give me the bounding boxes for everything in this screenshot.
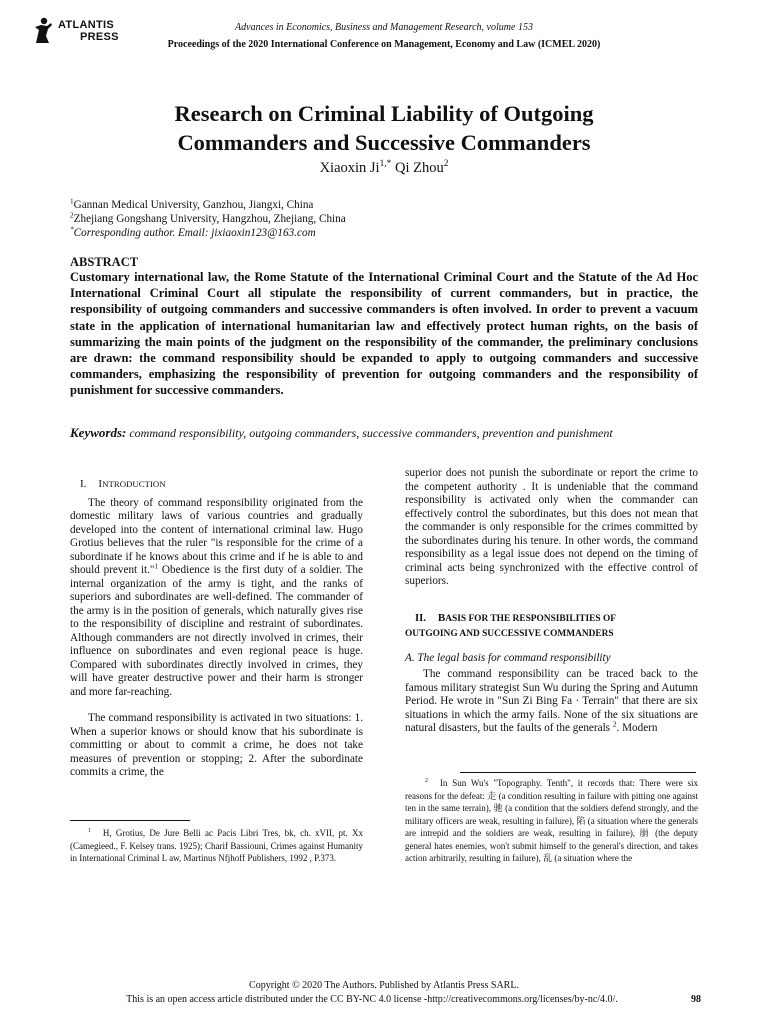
author-mark: 1,*: [379, 159, 392, 170]
subsection-heading: A. The legal basis for command responsibility: [405, 651, 611, 664]
paragraph-text: Obedience is the first duty of a soldier. The internal organization of the army is tight, and the ranks of superiors and subordinates are well-defined. The commander of the army is in the position of generals, which naturally gives rise to the responsibility of discipline and restraint of subordinates. Although commanders are not directly involved in crimes, their influence on subordinates and even regional peace is huge. Compared with subordinates directly involved in crimes, they will have greater destructive power and their harm is stronger and more far-reaching.: [70, 564, 363, 698]
license-line: This is an open access article distributed under the CC BY-NC 4.0 license -http://creativecommons.org/licenses/by-nc/4.0/.: [126, 994, 618, 1005]
footnote-text: H, Grotius, De Jure Belli ac Pacis Libri Tres, bk, ch. xVII, pt. Xx (Camegieed., F. Kelsey trans. 1925); Charif Bassiouni, Crimes against Humanity in International Criminal L aw, Martinus Nfjhoff Publishers, 1992 , P.373.: [70, 828, 363, 863]
section-title-initial: I: [98, 478, 103, 490]
paragraph: [70, 497, 363, 700]
footnote-mark: 2: [425, 778, 428, 784]
keywords-text: command responsibility, outgoing commanders, successive commanders, prevention and punishment: [129, 426, 613, 440]
copyright-line: Copyright © 2020 The Authors. Published by Atlantis Press SARL.: [249, 980, 519, 991]
author-mark: 2: [443, 159, 449, 170]
proceedings-header: Proceedings of the 2020 International Conference on Management, Economy and Law (ICMEL 2020): [167, 39, 601, 50]
left-column: [70, 478, 363, 780]
footnote-text: In Sun Wu's "Topography. Tenth", it records that: There were six reasons for the defeat: 走 (a condition resulting in failure with pitting one against ten in the same terrain), 驰 (a condition that the soldiers defend strongly, and the military officers are weak, resulting in failure), 陷 (a situation where the generals are intrepid and the soldiers are weak, resulting in failure), 崩 (the deputy general hates enemies, won't submit himself to the general's direction, and takes action arbitrarily, resulting in failure), 乱 (a situation where the: [405, 778, 698, 863]
publisher-name-line2: PRESS: [80, 31, 119, 43]
affiliation-mark: *: [70, 225, 74, 234]
affiliation-text: Corresponding author. Email: jixiaoxin123@163.com: [73, 227, 316, 239]
footnote-1: [70, 827, 363, 865]
paragraph: [405, 668, 698, 736]
footnote-rule: [70, 820, 190, 821]
affiliation-text: Zhejiang Gongshang University, Hangzhou, Zhejiang, China: [73, 213, 346, 225]
section-title-initial: B: [437, 611, 446, 624]
section-title-rest: OUTGOING AND SUCCESSIVE COMMANDERS: [405, 628, 614, 639]
section-number: I.: [80, 478, 87, 490]
page-number: 98: [691, 994, 701, 1005]
affiliation-mark: 1: [70, 197, 74, 206]
paper-title: [60, 99, 708, 157]
title-line-2: Commanders and Successive Commanders: [177, 130, 591, 155]
corresponding-author: [70, 226, 710, 240]
author-name: Xiaoxin Ji: [319, 160, 380, 176]
publisher-name-line1: ATLANTIS: [58, 19, 114, 31]
affiliation-text: Gannan Medical University, Ganzhou, Jiangxi, China: [73, 199, 314, 211]
footnote-mark: 1: [88, 828, 91, 834]
author-name: Qi Zhou: [394, 160, 444, 176]
affiliation-mark: 2: [70, 211, 74, 220]
paragraph-text: . Modern: [616, 722, 658, 734]
paragraph-text: The theory of command responsibility originated from the domestic military laws of various countries and gradually developed into the content of international criminal law. Hugo Grotius believes that the ruler "is responsible for the crime of a subordinate if he knows about this crime and if he is able to and should prevent it.": [70, 496, 363, 576]
series-header: Advances in Economics, Business and Management Research, volume 153: [235, 22, 533, 33]
keywords: [70, 420, 698, 446]
keywords-label: Keywords:: [70, 425, 127, 440]
paragraph: The command responsibility is activated in two situations: 1. When a superior knows or should know that his subordinate is committing or about to commit a crime, he does not take measures of prevention or stopping; 2. After the subordinate commits a crime, the: [70, 712, 363, 778]
title-line-1: Research on Criminal Liability of Outgoing: [174, 101, 594, 126]
paragraph-text: The command responsibility can be traced back to the famous military strategist Sun Wu during the Spring and Autumn Period. He wrote in "Sun Zi Bing Fa · Terrain" that there are six situations in which the army fails. None of the six situations are natural disasters, but the faults of the generals: [405, 668, 698, 734]
abstract-heading: ABSTRACT: [70, 255, 139, 269]
footnote-reference: 2: [612, 720, 617, 729]
footnote-reference: 1: [154, 562, 159, 571]
abstract-text: Customary international law, the Rome Statute of the International Criminal Court and the Statute of the Ad Hoc International Criminal Court all stipulate the responsibility of current commanders, but in practice, the responsibility of outgoing commanders and successive commanders is often involved. In order to prevent a vacuum state in the application of international humanitarian law and effectively protect human rights, on the basis of summarizing the main points of the judgment on the responsibility of the commander, the preliminary conclusions are drawn: the command responsibility should be expanded to apply to outgoing commanders and successive commanders, emphasizing the responsibility of prevention for outgoing commanders and the responsibility of punishment for successive commanders.: [70, 270, 698, 398]
section-title-rest: NTRODUCTION: [102, 479, 166, 489]
affiliation-1: [70, 198, 710, 212]
author-list: [0, 160, 768, 177]
section-heading-basis: [405, 611, 698, 642]
section-number: II.: [415, 612, 426, 624]
section-heading-introduction: [80, 478, 363, 492]
paragraph: superior does not punish the subordinate or report the crime to the competent authority . It is undeniable that the command responsibility is activated only when the commander can effectively control the subordinates, but this does not mean that the commander is only responsible for the crimes committed by the subordinates during his tenure. In other words, the command responsibility as a legal issue does not depend on the timing of criminal acts being synchronized with the effective control of superiors.: [405, 467, 698, 587]
section-title-rest: ASIS FOR THE RESPONSIBILITIES OF: [445, 613, 616, 624]
footnote-rule: [460, 772, 696, 773]
right-column: [405, 467, 698, 736]
footnote-2: [405, 777, 698, 865]
affiliation-2: [70, 212, 710, 226]
